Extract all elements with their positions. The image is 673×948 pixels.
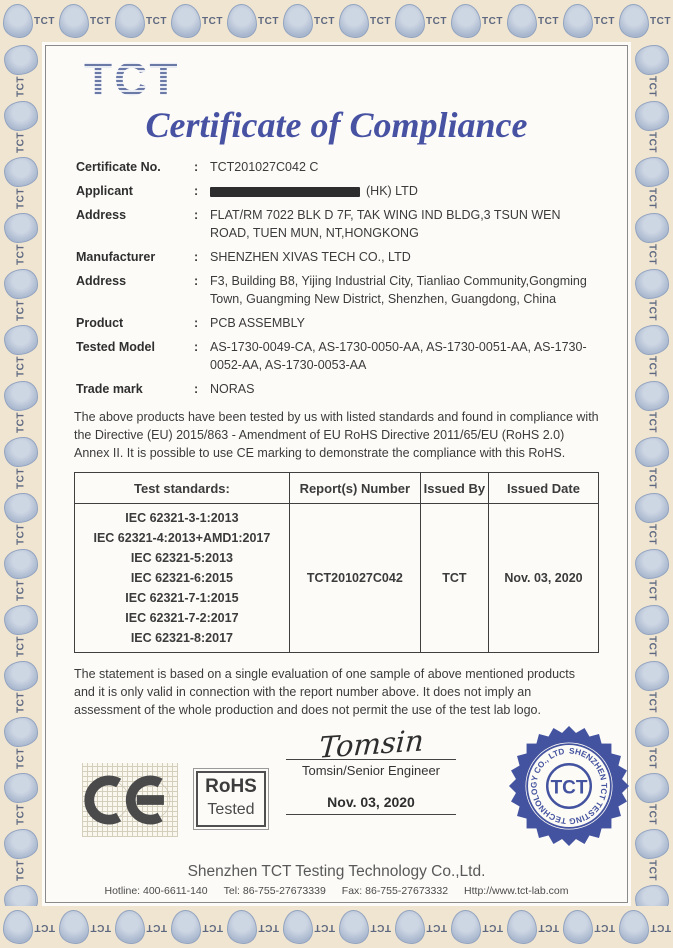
footer-contact-item: Http://www.tct-lab.com [464,885,569,897]
border-blob [115,4,145,38]
field-value: PCB ASSEMBLY [210,316,305,330]
border-blob [635,549,669,579]
border-blob [115,910,145,944]
border-motif-text: TCT [594,15,615,27]
tct-logo: TCT [84,53,180,105]
rohs-tested-badge [196,771,266,827]
border-motif-text: TCT [646,244,658,265]
border-motif-text: TCT [646,692,658,713]
border-unit [56,0,112,42]
border-blob [507,4,537,38]
header-issued-by: Issued By [420,473,488,504]
border-motif-text: TCT [646,580,658,601]
border-blob [283,4,313,38]
border-motif-text: TCT [146,921,167,933]
border-blob [283,910,313,944]
table-header-row [75,473,599,504]
standard-item: IEC 62321-8:2017 [130,631,233,645]
tct-seal-icon [502,719,636,853]
border-bottom [0,906,673,948]
border-unit [631,98,673,154]
border-unit [0,546,42,602]
border-unit [0,882,42,906]
border-motif-text: TCT [15,804,27,825]
border-unit [0,906,56,948]
border-blob [4,437,38,467]
ce-mark [82,763,178,837]
footer [46,863,627,897]
footer-contact-item: Fax: 86-755-27673332 [341,885,449,897]
border-unit [631,546,673,602]
border-blob [451,910,481,944]
border-unit [631,210,673,266]
field-colon: : [194,208,199,222]
border-unit [631,602,673,658]
border-motif-text: TCT [646,188,658,209]
border-motif-text: TCT [370,15,391,27]
statement-paragraph: The statement is based on a single evaluation of one sample of above mentioned products and it is only valid in connection with the report number above. It does not imply an assessment of the whole production and does not permit the use of the test lab logo. [74,667,576,717]
header-issued-date: Issued Date [488,473,598,504]
border-motif-text: TCT [646,804,658,825]
border-motif-text: TCT [15,412,27,433]
issued-date-cell: Nov. 03, 2020 [488,504,598,653]
footer-contact-item: Hotline: 400-6611-140 [104,885,208,897]
standard-item: IEC 62321-4:2013+AMD1:2017 [93,531,271,545]
border-unit [631,882,673,906]
border-unit [560,906,616,948]
border-blob [395,4,425,38]
standards-cell [75,504,290,653]
border-unit [0,658,42,714]
border-motif-text: TCT [426,921,447,933]
border-unit [224,906,280,948]
border-motif-text: TCT [15,748,27,769]
border-blob [635,885,669,906]
border-motif-text: TCT [646,356,658,377]
border-blob [619,4,649,38]
border-motif-text: TCT [646,300,658,321]
border-unit [336,906,392,948]
border-motif-text: TCT [646,468,658,489]
border-blob [59,4,89,38]
border-blob [635,717,669,747]
border-blob [4,493,38,523]
field-label: Address [76,208,127,222]
border-motif-text: TCT [202,921,223,933]
border-left [0,42,42,906]
border-motif-text: TCT [15,132,27,153]
border-motif-text: TCT [15,188,27,209]
border-blob [635,773,669,803]
certificate-body [45,45,628,903]
seal-ring-text: SHENZHEN TCT TESTING TECHNOLOGY CO., LTD [529,746,609,826]
border-motif-text: TCT [538,921,559,933]
border-motif-text: TCT [646,412,658,433]
border-blob [619,910,649,944]
border-motif-text: TCT [650,921,671,933]
border-blob [4,101,38,131]
border-motif-text: TCT [15,244,27,265]
border-blob [59,910,89,944]
border-blob [3,910,33,944]
field-value: SHENZHEN XIVAS TECH CO., LTD [210,250,411,264]
border-blob [171,4,201,38]
border-unit [224,0,280,42]
border-blob [635,437,669,467]
border-unit [168,0,224,42]
border-motif-text: TCT [15,524,27,545]
border-blob [4,45,38,75]
rohs-tested-label: Tested [207,801,255,818]
signature-block [286,723,456,815]
border-motif-text: TCT [258,15,279,27]
border-motif-text: TCT [482,15,503,27]
border-unit [280,0,336,42]
border-blob [635,213,669,243]
border-motif-text: TCT [258,921,279,933]
field-label: Tested Model [76,340,155,354]
border-motif-text: TCT [594,921,615,933]
standard-item: IEC 62321-3-1:2013 [125,511,239,525]
border-unit [631,714,673,770]
field-value: F3, Building B8, Yijing Industrial City, Tianliao Community,Gongming Town, Guangming New District, Shenzhen, Guangdong, China [210,274,587,306]
border-unit [504,0,560,42]
border-unit [0,266,42,322]
standards-table [74,472,599,653]
field-label: Manufacturer [76,250,156,264]
border-motif-text: TCT [15,580,27,601]
border-blob [4,381,38,411]
border-unit [0,98,42,154]
border-unit [504,906,560,948]
certificate-title: Certificate of Compliance [145,105,528,145]
certificate-fields [76,158,599,398]
border-unit [631,42,673,98]
header-test-standards: Test standards: [75,473,290,504]
signature-date: Nov. 03, 2020 [327,794,415,810]
border-unit [631,658,673,714]
border-unit [0,42,42,98]
field-colon: : [194,184,199,198]
border-unit [0,490,42,546]
border-unit [0,378,42,434]
border-unit [0,714,42,770]
border-motif-text: TCT [646,860,658,881]
field-label: Product [76,316,124,330]
border-motif-text: TCT [15,636,27,657]
border-unit [631,378,673,434]
border-unit [631,154,673,210]
standard-item: IEC 62321-6:2015 [130,571,233,585]
redaction-bar [210,187,360,197]
border-blob [563,4,593,38]
border-motif-text: TCT [15,860,27,881]
header-report-number: Report(s) Number [289,473,420,504]
border-blob [4,661,38,691]
border-blob [339,4,369,38]
border-blob [635,45,669,75]
border-blob [395,910,425,944]
border-blob [635,605,669,635]
rohs-label: RoHS [205,776,257,797]
border-unit [0,322,42,378]
border-blob [339,910,369,944]
border-blob [635,269,669,299]
field-product [76,314,599,332]
seal-center-text: TCT [550,777,588,799]
field-certificate-no [76,158,599,176]
field-manufacturer [76,248,599,266]
field-tested-model [76,338,599,374]
date-line [286,814,456,815]
border-blob [4,157,38,187]
border-blob [4,605,38,635]
border-blob [4,829,38,859]
border-motif-text: TCT [426,15,447,27]
border-unit [112,0,168,42]
border-unit [336,0,392,42]
border-unit [0,770,42,826]
border-unit [280,906,336,948]
intro-paragraph: The above products have been tested by us with listed standards and found in compliance with the Directive (EU) 2015/863 - Amendment of EU RoHS Directive 2011/65/EU (RoHS 2.0) Annex II. It is possible to use CE marking to demonstrate the compliance with this RoHS. [74,410,599,460]
border-motif-text: TCT [146,15,167,27]
border-unit [631,434,673,490]
border-blob [4,269,38,299]
field-value [210,182,599,200]
border-motif-text: TCT [538,15,559,27]
border-motif-text: TCT [646,748,658,769]
border-unit [631,490,673,546]
border-unit [112,906,168,948]
border-unit [631,826,673,882]
field-colon: : [194,274,199,288]
border-unit [631,322,673,378]
field-colon: : [194,340,199,354]
issued-by-cell: TCT [420,504,488,653]
field-value: AS-1730-0049-CA, AS-1730-0050-AA, AS-1730-0051-AA, AS-1730-0052-AA, AS-1730-0053-AA [210,340,587,372]
footer-contacts [46,885,627,897]
report-number-cell: TCT201027C042 [289,504,420,653]
border-motif-text: TCT [15,356,27,377]
border-motif-text: TCT [646,132,658,153]
border-blob [227,4,257,38]
field-applicant-address [76,206,599,242]
border-blob [4,885,38,906]
border-blob [635,829,669,859]
border-unit [392,0,448,42]
field-value: FLAT/RM 7022 BLK D 7F, TAK WING IND BLDG,3 TSUN WEN ROAD, TUEN MUN, NT,HONGKONG [210,208,561,240]
border-motif-text: TCT [650,15,671,27]
signer-title: Tomsin/Senior Engineer [301,763,441,778]
border-motif-text: TCT [646,76,658,97]
tct-seal [502,719,636,856]
border-blob [171,910,201,944]
border-unit [616,0,672,42]
border-unit [560,0,616,42]
border-blob [635,325,669,355]
border-blob [635,101,669,131]
border-motif-text: TCT [202,15,223,27]
border-blob [635,493,669,523]
standards-list [77,508,287,648]
field-colon: : [194,250,199,264]
border-motif-text: TCT [15,76,27,97]
field-trade-mark [76,380,599,398]
border-motif-text: TCT [370,921,391,933]
border-unit [0,826,42,882]
field-colon: : [194,382,199,396]
border-motif-text: TCT [34,15,55,27]
border-blob [4,213,38,243]
border-unit [392,906,448,948]
border-unit [631,266,673,322]
border-motif-text: TCT [15,468,27,489]
border-motif-text: TCT [34,921,55,933]
border-unit [168,906,224,948]
applicant-suffix: (HK) LTD [366,184,418,198]
border-blob [4,549,38,579]
border-motif-text: TCT [314,921,335,933]
field-label: Certificate No. [76,160,161,174]
field-manufacturer-address [76,272,599,308]
footer-company: Shenzhen TCT Testing Technology Co.,Ltd. [187,863,486,880]
border-blob [635,661,669,691]
marks-row [74,723,609,865]
field-value: NORAS [210,382,255,396]
border-motif-text: TCT [90,15,111,27]
border-unit [0,210,42,266]
border-motif-text: TCT [15,300,27,321]
field-label: Trade mark [76,382,143,396]
border-blob [451,4,481,38]
border-blob [507,910,537,944]
border-unit [631,770,673,826]
field-applicant [76,182,599,200]
border-unit [0,602,42,658]
border-unit [56,906,112,948]
border-blob [227,910,257,944]
border-top [0,0,673,42]
ce-mark-icon [84,771,176,829]
signature-handwriting: Tomsin [317,723,425,765]
field-colon: : [194,160,199,174]
border-unit [448,906,504,948]
border-unit [0,154,42,210]
border-blob [635,157,669,187]
border-unit [0,0,56,42]
border-motif-text: TCT [482,921,503,933]
border-motif-text: TCT [646,636,658,657]
border-blob [4,773,38,803]
border-blob [4,325,38,355]
border-motif-text: TCT [15,692,27,713]
border-blob [4,717,38,747]
field-label: Address [76,274,127,288]
border-blob [563,910,593,944]
border-motif-text: TCT [314,15,335,27]
standard-item: IEC 62321-5:2013 [130,551,233,565]
border-motif-text: TCT [646,524,658,545]
field-label: Applicant [76,184,133,198]
field-value: TCT201027C042 C [210,160,319,174]
border-motif-text: TCT [90,921,111,933]
border-blob [635,381,669,411]
standard-item: IEC 62321-7-1:2015 [125,591,239,605]
border-right [631,42,673,906]
border-unit [448,0,504,42]
border-unit [616,906,672,948]
border-unit [0,434,42,490]
field-colon: : [194,316,199,330]
standard-item: IEC 62321-7-2:2017 [125,611,239,625]
footer-contact-item: Tel: 86-755-27673339 [223,885,326,897]
border-blob [3,4,33,38]
table-row [75,504,599,653]
